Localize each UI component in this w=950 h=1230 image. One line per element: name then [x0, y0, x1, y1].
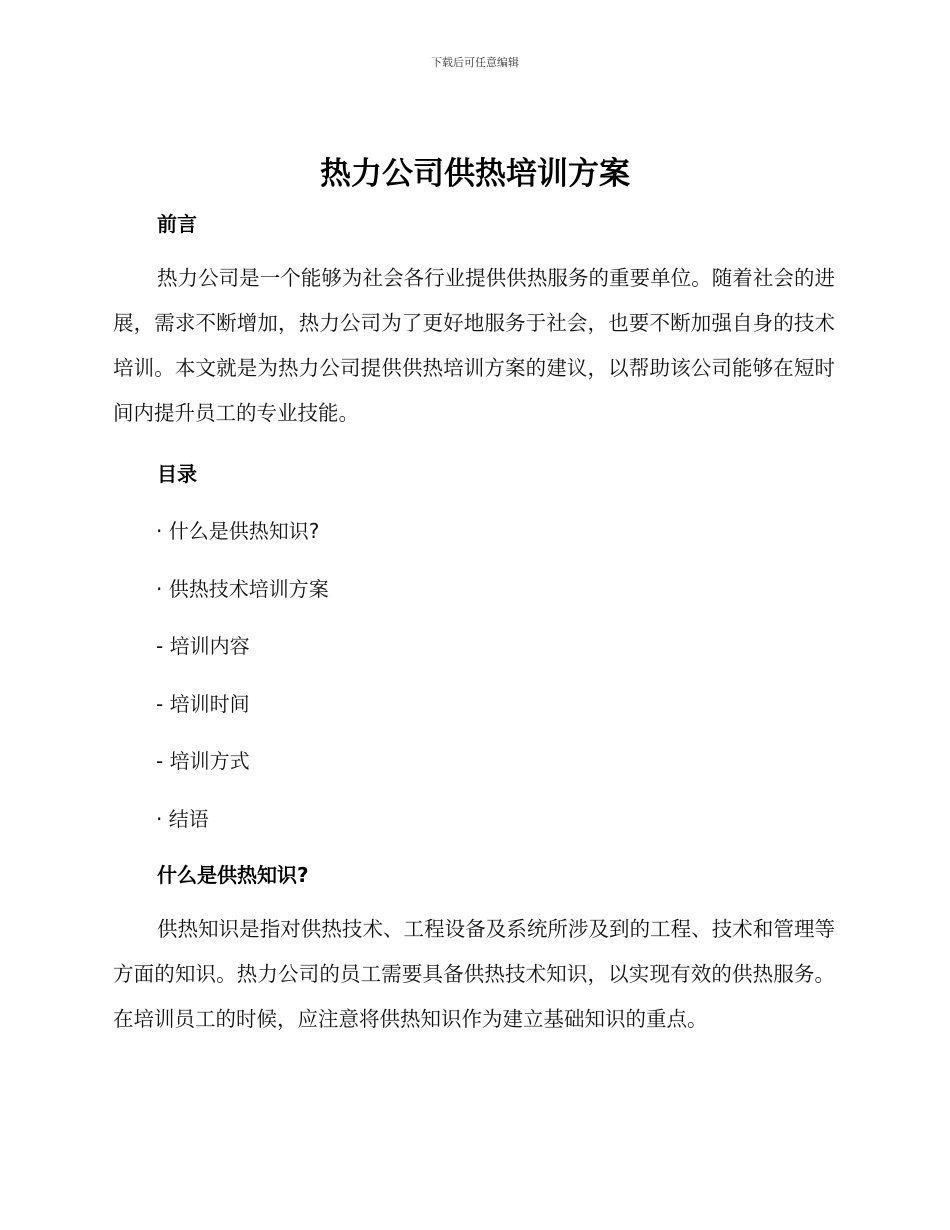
- toc-item: · 结语: [156, 807, 209, 831]
- page-header-note: 下载后可任意编辑: [431, 56, 519, 69]
- preface-heading: 前言: [157, 212, 197, 236]
- toc-subitem: - 培训时间: [156, 692, 250, 716]
- toc-item: · 什么是供热知识?: [156, 519, 320, 543]
- toc-heading: 目录: [157, 462, 197, 486]
- section-paragraph: 供热知识是指对供热技术、工程设备及系统所涉及到的工程、技术和管理等方面的知识。热力公司的员工需要具备供热技术知识，以实现有效的供热服务。在培训员工的时候，应注意将供热知识作为建立基础知识的重点。: [113, 917, 835, 1031]
- toc-subitem: - 培训内容: [156, 634, 250, 658]
- toc-item: · 供热技术培训方案: [156, 577, 329, 601]
- section-heading: 什么是供热知识?: [157, 863, 309, 887]
- document-title: 热力公司供热培训方案: [320, 156, 630, 192]
- preface-paragraph: 热力公司是一个能够为社会各行业提供供热服务的重要单位。随着社会的进展，需求不断增加，热力公司为了更好地服务于社会，也要不断加强自身的技术培训。本文就是为热力公司提供供热培训方案的建议，以帮助该公司能够在短时间内提升员工的专业技能。: [113, 266, 835, 425]
- toc-subitem: - 培训方式: [156, 749, 250, 773]
